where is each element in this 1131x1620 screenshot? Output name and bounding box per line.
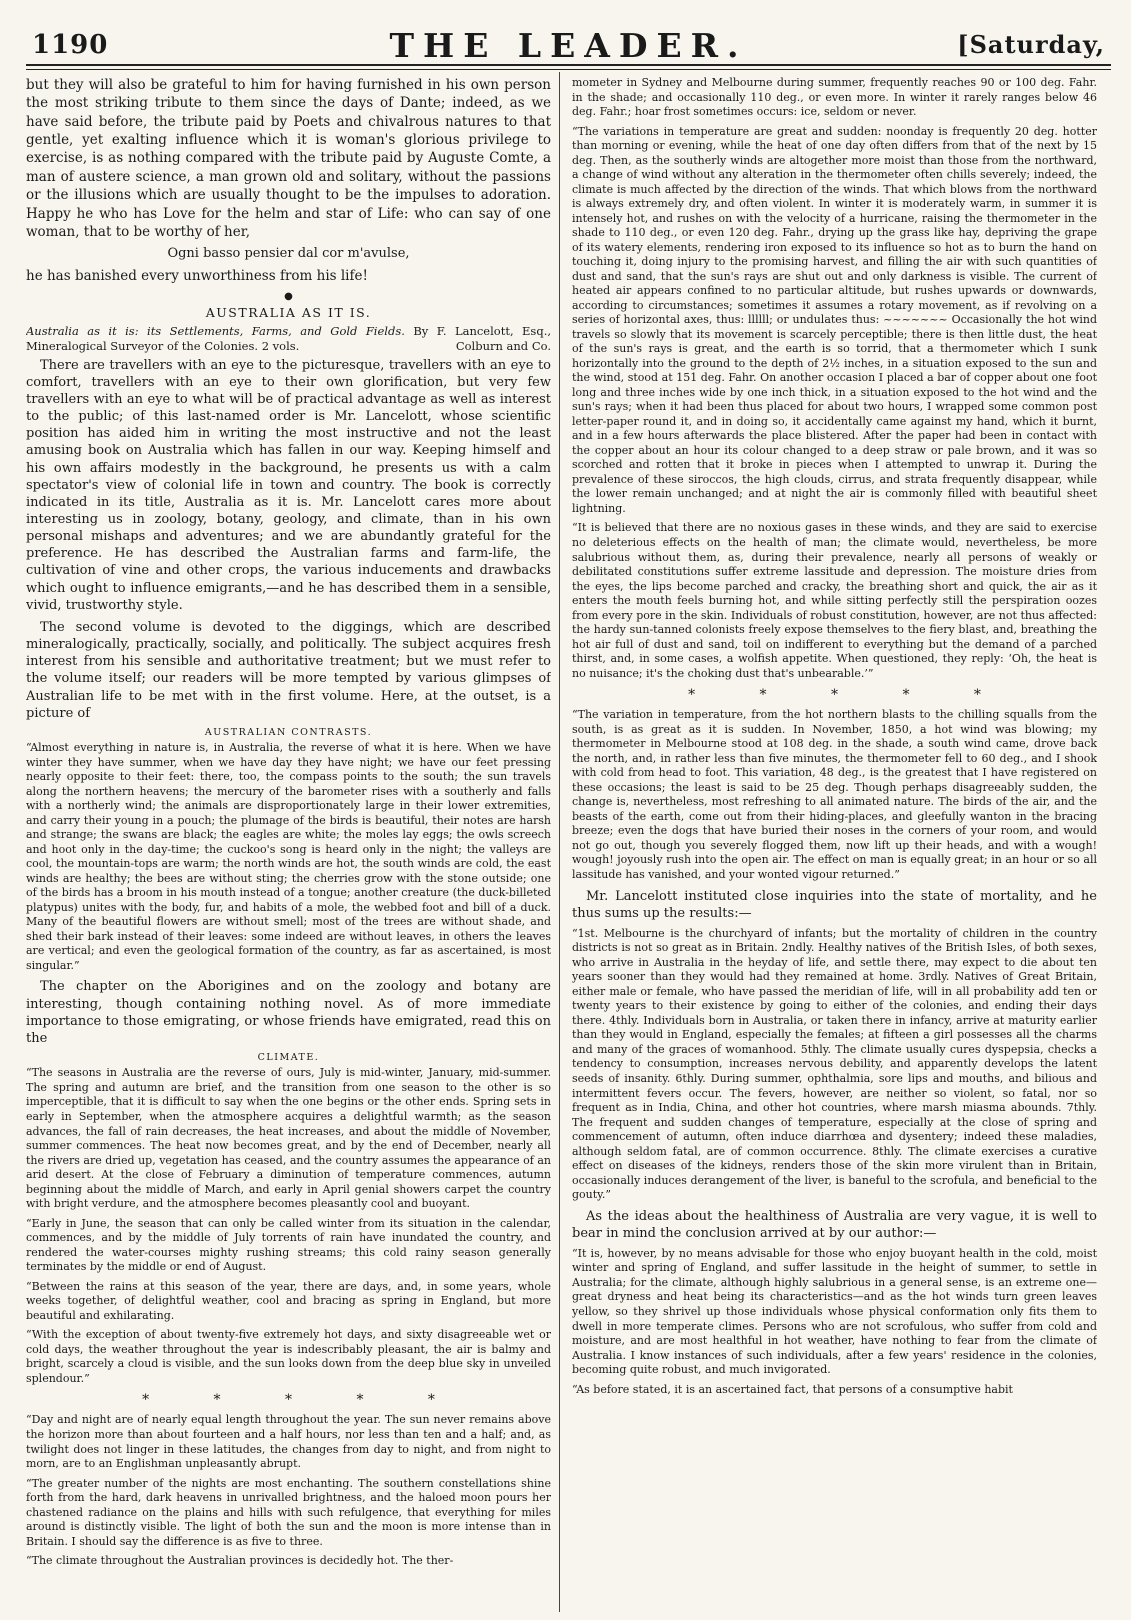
right-quote-2: “The variations in temperature are great and sudden: noonday is frequently 20 deg. hotter than morning or evening, while the heat of one day often differs from that of the next by 15 deg. Then, as the southerly winds are altogether more moist than those from the northward, a change of wind without any alteration in the thermometer often chills severely; indeed, the climate is much affected by the direction of the winds. That which blows from the northward is always extremely dry, and often violent. In winter it is moderately warm, in summer it is intensely hot, and rushes on with the velocity of a hurricane, raising the thermometer in the shade to 110 deg., or even 120 deg. Fahr., drying up the grass like hay, depriving the grape of its watery elements, rendering iron exposed to its influence so hot as to burn the hand on touching it, doing injury to the promising harvest, and filling the air with such quantities of dust and sand, that the sun's rays are shut out and only darkness is visible. The current of heated air appears confined to no particular altitude, but rushes upwards or downwards, according to circumstances; sometimes it assumes a rotary movement, as if revolving on a series of horizontal axes, thus: llllll; or undulates thus: ~~~~~~~ Occasionally the hot wind travels so slowly that its movement is scarcely perceptible; there is then little dust, the heat of the sun's rays is great, and the earth is so torrid, that a thermometer which I sunk horizontally into the ground to the depth of 2½ inches, in a situation exposed to the sun and the wind, stood at 151 deg. Fahr. On another occasion I placed a bar of copper about one foot long and three inches wide by one inch thick, in a situation exposed to the hot wind and the sun's rays; when it had been thus placed for about two hours, I wrapped some common post letter-paper round it, and in doing so, it accidentally came against my hand, which it burnt, and in a few hours afterwards the place blistered. After the paper had been in contact with the copper about an hour its colour changed to a deep straw or pale brown, and it was so scorched and rotten that it broke in pieces when I attempted to unwrap it. During the prevalence of these siroccos, the high clouds, cirrus, and strata frequently disappear, while the lower remain unchanged; and at night the air is commonly filled with beautiful sheet lightning. bbox=[572, 124, 1097, 515]
column-divider bbox=[559, 72, 560, 1612]
section-break-stars: * * * * * bbox=[142, 1392, 435, 1409]
masthead-rule bbox=[26, 64, 1111, 70]
italian-quote: Ogni basso pensier dal cor m'avulse, bbox=[167, 246, 410, 262]
aborigines-paragraph: The chapter on the Aborigines and on the zoology and botany are interesting, though containing nothing novel. As of more immediate importance to those emigrating, or whose friends have emigrated, read this on the bbox=[26, 979, 551, 1046]
masthead bbox=[26, 18, 1111, 68]
right-quote-4: “The variation in temperature, from the hot northern blasts to the chilling squalls from the south, is as great as it is sudden. In November, 1850, a hot wind was blowing; my thermometer in Melbourne stood at 108 deg. in the shade, a south wind came, drove back the north, and, in rather less than five minutes, the thermometer fell to 60 deg., and I shook with cold from head to foot. This variation, 48 deg., is the greatest that I have registered on these occasions; the least is said to be 25 deg. Though perhaps disagreeably sudden, the change is, nevertheless, most refreshing to all animated nature. The birds of the air, and the beasts of the earth, come out from their hiding-places, and gleefully wanton in the bracing breeze; even the dogs that have buried their noses in the corners of your room, and would not go out, though you severely flogged them, now lift up their heads, and with a wough! wough! joyously rush into the open air. The effect on man is equally great; in an hour or so all lassitude has vanished, and your wonted vigour returned.” bbox=[572, 708, 1097, 881]
review-paragraph-2: The second volume is devoted to the diggings, which are described mineralogically, practically, socially, and politically. The subject acquires fresh interest from his sensible and authoritative treatment; but we must refer to the volume itself; our readers will be more tempted by various glimpses of Australian life to be met with in the first volume. Here, at the outset, is a picture of bbox=[26, 619, 551, 721]
page-number: 1190 bbox=[32, 30, 109, 60]
book-author: By F. Lancelott, Esq., Mineralogical Surveyor of the Colonies. 2 vols. bbox=[26, 323, 551, 353]
climate-quote-1: “The seasons in Australia are the reverse of ours, July is mid-winter, January, mid-summer. The spring and autumn are brief, and the transition from one season to the other is so imperceptible, that it is difficult to say when the one begins or the other ends. Spring sets in early in September, when the atmosphere acquires a delightful warmth; as the season advances, the fall of rain decreases, the heat increases, and about the middle of November, summer commences. The heat now becomes great, and by the end of December, nearly all the rivers are dried up, vegetation has ceased, and the country assumes the appearance of an arid desert. At the close of February a diminution of temperature commences, autumn beginning about the middle of March, and early in April genial showers carpet the country with bright verdure, and the atmosphere becomes pleasantly cool and buoyant. bbox=[26, 1066, 551, 1211]
issue-day: [Saturday, bbox=[957, 30, 1105, 59]
review-paragraph-1: There are travellers with an eye to the picturesque, travellers with an eye to comfort, travellers with an eye to their own glorification, but very few travellers with an eye to what will be of practical advantage as well as interest to the public; of this last-named order is Mr. Lancelott, whose scientific position has aided him in writing the most instructive and not the least amusing book on Australia which has fallen in our way. Keeping himself and his own affairs modestly in the background, he presents us with a calm spectator's view of colonial life in town and country. The book is correctly indicated in its title, Australia as it is. Mr. Lancelott cares more about interesting us in zoology, botany, geology, and climate, than in his own personal mishaps and adventures; and we are abundantly grateful for the preference. He has described the Australian farms and farm-life, the cultivation of vine and other crops, the various inducements and drawbacks which ought to influence emigrants,—and he has described them in a sensible, vivid, trustworthy style. bbox=[26, 357, 551, 613]
left-column bbox=[26, 76, 551, 1612]
contrasts-quote: “Almost everything in nature is, in Australia, the reverse of what it is here. When we have winter they have summer, when we have day they have night; we have our feet pressing nearly opposite to their feet: there, too, the compass points to the south; the sun travels along the northern heavens; the mercury of the barometer rises with a southerly and falls with a northerly wind; the animals are disproportionately large in their lower extremities, and carry their young in a pouch; the plumage of the birds is beautiful, their notes are harsh and strange; the swans are black; the eagles are white; the moles lay eggs; the owls screech and hoot only in the day-time; the cuckoo's song is heard only in the night; the valleys are cool, the mountain-tops are warm; the north winds are hot, the south winds are cold, the east winds are healthy; the bees are without sting; the cherries grow with the stone outside; one of the birds has a broom in his mouth instead of a tongue; another creature (the duck-billeted platypus) unites with the body, fur, and habits of a mole, the webbed foot and bill of a duck. Many of the beautiful flowers are without smell; most of the trees are without shade, and shed their bark instead of their leaves: some indeed are without leaves, in others the leaves are vertical; and even the geological formation of the country, as far as ascertained, is most singular.” bbox=[26, 741, 551, 972]
right-quote-1: mometer in Sydney and Melbourne during summer, frequently reaches 90 or 100 deg. Fahr. in the shade; and occasionally 110 deg., or even more. In winter it rarely ranges below 46 deg. Fahr.; hoar frost sometimes occurs: ice, seldom or never. bbox=[572, 76, 1097, 119]
climate-quote-6: “The greater number of the nights are most enchanting. The southern constellations shine forth from the hard, dark heavens in unrivalled brightness, and the haloed moon pours her chastened radiance on the plains and hills with such refulgence, that everything for miles around is distinctly visible. The light of both the sun and the moon is more intense than in Britain. I should say the difference is as five to three. bbox=[26, 1476, 551, 1548]
right-quote-5: “1st. Melbourne is the churchyard of infants; but the mortality of children in the country districts is not so great as in Britain. 2ndly. Healthy natives of the British Isles, of both sexes, who arrive in Australia in the heyday of life, and settle there, may expect to die about ten years sooner than they would had they remained at home. 3rdly. Natives of Great Britain, either male or female, who have passed the meridian of life, will in all probability add ten or twenty years to their existence by going to either of the colonies, and ending their days there. 4thly. Individuals born in Australia, or taken there in infancy, arrive at maturity earlier than they would in England, especially the females; at fifteen a girl possesses all the charms and many of the graces of womanhood. 5thly. The climate usually cures dyspepsia, checks a tendency to consumption, increases nervous debility, and apparently develops the latent seeds of insanity. 6thly. During summer, ophthalmia, sore lips and mouths, and bilious and intermittent fevers occur. The fevers, however, are neither so violent, so fatal, nor so frequent as in India, China, and other hot countries, where marsh miasma abounds. 7thly. The frequent and sudden changes of temperature, especially at the close of spring and commencement of autumn, often induce diarrhœa and dysentery; indeed these maladies, although seldom fatal, are of common occurrence. 8thly. The climate exercises a curative effect on diseases of the kidneys, renders those of the skin more virulent than in Britain, occasionally induces derangement of the liver, is baneful to the scrofula, and beneficial to the gouty.” bbox=[572, 926, 1097, 1202]
right-quote-7: “As before stated, it is an ascertained fact, that persons of a consumptive habit bbox=[572, 1382, 1013, 1396]
healthiness-paragraph: As the ideas about the healthiness of Australia are very vague, it is well to bear in mind the conclusion arrived at by our author:— bbox=[572, 1208, 1097, 1241]
right-column bbox=[572, 76, 1097, 1612]
climate-subtitle: CLIMATE. bbox=[257, 1052, 320, 1064]
right-quote-6: “It is, however, by no means advisable for those who enjoy buoyant health in the cold, moist winter and spring of England, and suffer lassitude in the height of summer, to settle in Australia; for the climate, although highly salubrious in a general sense, is an extreme one—great dryness and heat being its characteristics—and as the hot winds turn green leaves yellow, so they shrivel up those individuals whose physical conformation only fits them to dwell in more temperate climes. Persons who are not scrofulous, who suffer from cold and moisture, and are most healthful in hot weather, have nothing to fear from the climate of Australia. I know instances of such individuals, after a few years' residence in the colonies, becoming quite robust, and much invigorated. bbox=[572, 1246, 1097, 1377]
mortality-paragraph: Mr. Lancelott instituted close inquiries into the state of mortality, and he thus sums up the results:— bbox=[572, 888, 1097, 921]
section-title: AUSTRALIA AS IT IS. bbox=[205, 305, 372, 321]
book-title: Australia as it is: its Settlements, Farms, and Gold Fields. bbox=[26, 323, 405, 338]
right-quote-3: “It is believed that there are no noxious gases in these winds, and they are said to exercise no deleterious effects on the health of man; the climate would, nevertheless, be more salubrious without them, as, during their prevalence, nearly all persons of weakly or debilitated constitutions suffer extreme lassitude and depression. The moisture dries from the eyes, the lips become parched and cracky, the breathing short and quick, the air as it enters the mouth feels burning hot, and while sitting perfectly still the perspiration oozes from every pore in the skin. Individuals of robust constitution, however, are not thus affected: the hardy sun-tanned colonists freely expose themselves to the fiery blast, and, breathing the hot air full of dust and sand, toil on indifferent to everything but the demand of a parched thirst, and, in some cases, a wolfish appetite. When questioned, they reply: ‘Oh, the heat is no nuisance; it's the choking dust that's unbearable.’” bbox=[572, 521, 1097, 680]
climate-quote-3: “Between the rains at this season of the year, there are days, and, in some years, whole weeks together, of delightful weather, cool and bracing as spring in England, but more beautiful and exhilarating. bbox=[26, 1279, 551, 1322]
climate-quote-7: “The climate throughout the Australian provinces is decidedly hot. The ther- bbox=[26, 1554, 454, 1568]
section-break-stars: * * * * * bbox=[688, 687, 981, 704]
newspaper-title: THE LEADER. bbox=[389, 26, 748, 65]
intro-paragraph: but they will also be grateful to him for having furnished in his own person the most striking tribute to them since the days of Dante; indeed, as we have said before, the tribute paid by Poets and chivalrous natures to that gentle, yet exalting influence which it is woman's glorious privilege to exercise, is as nothing compared with the tribute paid by Auguste Comte, a man of austere science, a man grown old and solitary, without the passions or the illusions which are usually thought to be the impulses to adoration. Happy he who has Love for the helm and star of Life: who can say of one woman, that to be worthy of her, bbox=[26, 77, 551, 240]
closing-line: he has banished every unworthiness from his life! bbox=[26, 268, 368, 285]
climate-quote-2: “Early in June, the season that can only be called winter from its situation in the calendar, commences, and by the middle of July torrents of rain have inundated the country, and rendered the water-courses mighty rushing streams; this cold rainy season generally terminates by the middle or end of August. bbox=[26, 1216, 551, 1274]
climate-quote-5: “Day and night are of nearly equal length throughout the year. The sun never remains above the horizon more than about fourteen and a half hours, nor less than ten and a half; and, as twilight does not linger in these latitudes, the changes from day to night, and from night to morn, are to an Englishman unpleasantly abrupt. bbox=[26, 1413, 551, 1471]
book-info bbox=[26, 324, 551, 354]
ornament: ● bbox=[284, 291, 293, 303]
climate-quote-4: “With the exception of about twenty-five extremely hot days, and sixty disagreeable wet or cold days, the weather throughout the year is indescribably pleasant, the air is balmy and bright, scarcely a cloud is visible, and the sun looks down from the deep blue sky in unveiled splendour.” bbox=[26, 1328, 551, 1385]
book-publisher: Colburn and Co. bbox=[455, 338, 551, 353]
contrasts-subtitle: AUSTRALIAN CONTRASTS. bbox=[204, 726, 373, 738]
